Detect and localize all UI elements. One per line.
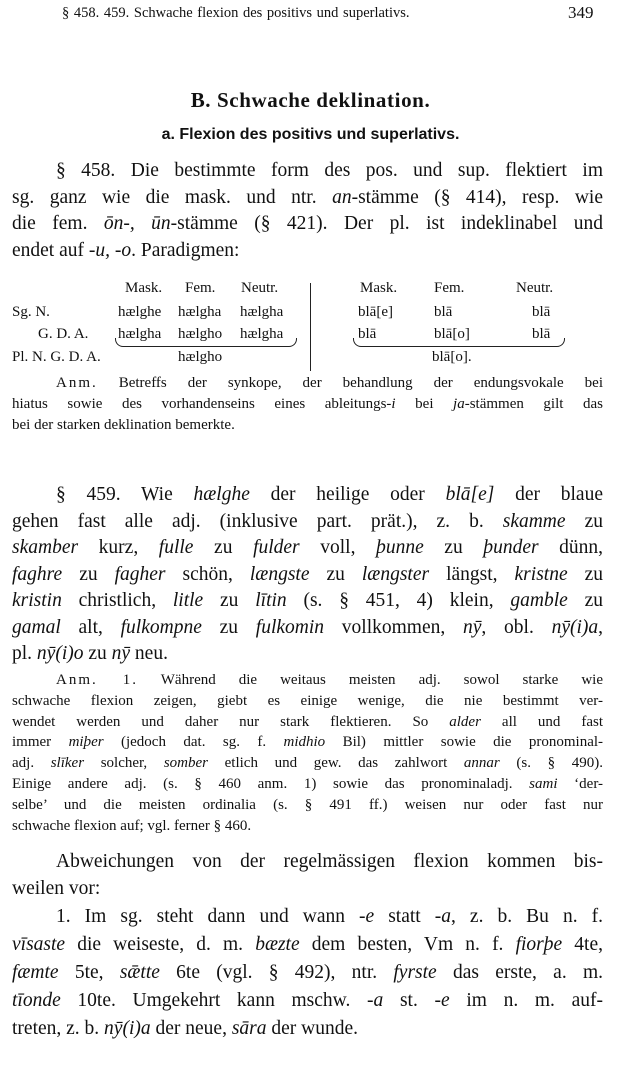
italic-term: længster xyxy=(361,563,430,585)
italic-term: hælghe xyxy=(193,484,250,505)
text-run: Abweichungen von der regelmässigen flexion kommen bis- xyxy=(56,851,603,872)
text-run: die weiseste, d. m. xyxy=(65,934,256,955)
text-run: solcher, xyxy=(84,755,164,772)
text-run: schwache flexion zeigen, giebt es einige wenige, die nie bestimmt ver- xyxy=(12,692,603,709)
text-run: , xyxy=(598,616,604,638)
text-run: -stämmen gilt das xyxy=(464,395,603,412)
italic-term: -a xyxy=(434,906,452,927)
text-run: vollkommen, xyxy=(324,616,463,638)
text-run: bei der starken deklination bemerkte. xyxy=(12,416,235,433)
text-run: etlich und gew. das zahlwort xyxy=(207,755,464,772)
text-run: der neue, xyxy=(150,1018,232,1039)
italic-term: fulle xyxy=(158,537,194,558)
cell: hælgha xyxy=(118,326,162,342)
text-run: zu xyxy=(62,563,115,585)
text-line xyxy=(12,211,603,238)
col-header: Neutr. xyxy=(516,280,554,296)
note-459 xyxy=(12,670,603,836)
text-run: das erste, a. m. xyxy=(436,962,603,983)
text-run: 5te, xyxy=(58,962,120,983)
italic-term: fulkomin xyxy=(255,616,325,638)
text-run: -stämme (§ 414), resp. wie xyxy=(351,186,604,208)
text-run: sg. ganz wie die mask. und ntr. xyxy=(12,186,333,208)
text-run: stämme (§ 421). Der pl. ist indeklinabel und xyxy=(177,213,603,234)
italic-term: fulder xyxy=(253,537,300,558)
text-run: die fem. xyxy=(12,213,104,234)
italic-term: sami xyxy=(529,775,558,792)
italic-term: fagher xyxy=(114,563,166,585)
text-line xyxy=(12,876,603,903)
text-run: (s. § 451, 4) klein, xyxy=(286,590,511,611)
text-run: dem besten, Vm n. f. xyxy=(299,934,516,955)
italic-term: an xyxy=(332,186,352,208)
text-line xyxy=(12,959,603,987)
italic-term: miþer xyxy=(68,734,104,751)
cell: hælgho xyxy=(178,326,223,342)
italic-term: sāra xyxy=(231,1018,267,1039)
col-header: Fem. xyxy=(185,280,216,296)
italic-term: i xyxy=(391,395,396,412)
text-run: Bil) mittler sowie die pronominal- xyxy=(325,734,604,751)
cell: blā[o]. xyxy=(432,349,472,365)
text-line xyxy=(12,691,603,712)
text-run: Einige andere adj. (s. § 460 anm. 1) sowie das pronominaladj. xyxy=(12,775,530,792)
italic-term: nȳ xyxy=(111,643,131,664)
text-run: dünn, xyxy=(538,537,604,558)
text-run: bei xyxy=(395,395,454,412)
text-line xyxy=(12,509,603,536)
text-run: endet auf xyxy=(12,239,89,261)
text-run: 1. Im sg. steht dann und wann xyxy=(56,906,360,927)
section-title: B. Schwache deklination. xyxy=(190,88,431,112)
text-line xyxy=(12,415,603,436)
text-line xyxy=(12,535,603,562)
page-number: 349 xyxy=(568,3,594,22)
italic-term: -e xyxy=(359,906,375,927)
text-run: zu xyxy=(567,590,604,611)
text-line xyxy=(12,562,603,589)
italic-term: blā[e] xyxy=(445,484,495,505)
subsection-title: a. Flexion des positivs und superlativs. xyxy=(161,126,460,143)
italic-term: fiorþe xyxy=(515,934,563,955)
italic-term: længste xyxy=(249,563,310,585)
text-run: , z. b. Bu n. f. xyxy=(451,906,604,927)
text-line xyxy=(12,641,603,668)
text-run: . Paradigmen: xyxy=(131,239,240,261)
italic-term: þunder xyxy=(483,537,539,558)
column-divider xyxy=(310,283,311,371)
paragraph-459 xyxy=(12,482,603,668)
italic-term: ja xyxy=(453,395,465,412)
italic-term: nȳ(i)o xyxy=(36,643,84,664)
italic-term: annar xyxy=(463,755,500,772)
running-title: § 458. 459. Schwache flexion des positivs und superlativs. xyxy=(62,5,410,21)
brace xyxy=(115,338,297,347)
text-run: zu xyxy=(193,537,254,558)
text-line xyxy=(12,670,603,691)
cell: hælgha xyxy=(240,326,284,342)
text-run: zu xyxy=(203,590,256,611)
italic-term: skamber xyxy=(12,537,79,558)
text-line xyxy=(12,588,603,615)
text-line xyxy=(12,238,603,265)
italic-term: tīonde xyxy=(12,990,61,1011)
italic-term: nȳ xyxy=(463,616,482,638)
italic-term: ōn-, ūn- xyxy=(103,213,178,234)
text-run: immer xyxy=(12,734,69,751)
italic-term: slīker xyxy=(50,755,85,772)
italic-term: vīsaste xyxy=(12,934,66,955)
text-run: Während die weitaus meisten adj. sowol starke wie xyxy=(138,672,603,688)
italic-term: nȳ(i)a xyxy=(104,1018,151,1039)
text-run: der wunde. xyxy=(266,1018,359,1039)
cell: blā xyxy=(434,304,453,320)
text-line xyxy=(12,394,603,415)
text-line xyxy=(12,987,603,1015)
italic-term: -a xyxy=(367,990,384,1011)
text-run: neu. xyxy=(130,643,168,664)
text-line xyxy=(12,774,603,795)
text-line xyxy=(12,849,603,876)
col-header: Mask. xyxy=(360,280,398,296)
cell: blā xyxy=(358,326,377,342)
text-run: weilen vor: xyxy=(12,877,101,899)
italic-term: midhio xyxy=(283,734,326,751)
italic-term: sǣtte xyxy=(119,962,160,983)
text-line xyxy=(12,795,603,816)
text-run: , obl. xyxy=(481,616,552,638)
text-line xyxy=(12,158,603,185)
text-run: gehen fast alle adj. (inklusive part. prät.), z. b. xyxy=(12,510,503,532)
text-run: statt xyxy=(374,906,435,927)
text-run: 10te. Umgekehrt kann mschw. xyxy=(60,990,368,1011)
text-run: längst, xyxy=(429,563,515,585)
cell: blā[o] xyxy=(434,326,470,342)
italic-term: þunne xyxy=(376,537,424,558)
text-run: wendet werden und daher nur stark flektieren. So xyxy=(12,713,450,730)
text-run: zu xyxy=(565,510,603,532)
text-run: zu xyxy=(201,616,256,638)
italic-term: nȳ(i)a xyxy=(551,616,599,638)
text-run: adj. xyxy=(12,755,51,772)
cell: hælgha xyxy=(178,304,222,320)
text-run: der heilige oder xyxy=(249,484,446,505)
text-run: zu xyxy=(423,537,484,558)
text-run: § 459. Wie xyxy=(56,484,194,505)
cell: hælgha xyxy=(240,304,284,320)
paragraph-458 xyxy=(12,158,603,264)
text-run: im n. m. auf- xyxy=(449,990,603,1011)
italic-term: -e xyxy=(434,990,450,1011)
italic-term: faghre xyxy=(12,563,63,585)
text-line xyxy=(12,816,603,837)
text-line xyxy=(12,373,603,394)
italic-term: gamal xyxy=(12,616,61,638)
text-run: (jedoch dat. sg. f. xyxy=(103,734,284,751)
italic-term: somber xyxy=(163,755,208,772)
text-run: pl. xyxy=(12,643,37,664)
italic-term: gamble xyxy=(510,590,568,611)
italic-term: kristin xyxy=(12,590,62,611)
italic-term: skamme xyxy=(502,510,566,532)
cell: hælgho xyxy=(178,349,223,365)
italic-term: litle xyxy=(172,590,204,611)
text-line xyxy=(12,1015,603,1043)
text-run: zu xyxy=(567,563,604,585)
text-line xyxy=(12,615,603,642)
text-line xyxy=(12,753,603,774)
text-run: zu xyxy=(83,643,112,664)
italic-term: fulkompne xyxy=(120,616,202,638)
text-run: (s. § 490). xyxy=(499,755,604,772)
italic-term: fæmte xyxy=(12,962,59,983)
text-line xyxy=(12,732,603,753)
row-label: Sg. N. xyxy=(12,304,50,320)
cell: blā xyxy=(532,326,551,342)
row-label: Pl. N. G. D. A. xyxy=(12,349,101,365)
text-run: ‘der- xyxy=(557,775,604,792)
text-run: schwache flexion auf; vgl. ferner § 460. xyxy=(12,817,252,834)
italic-term: bæzte xyxy=(255,934,300,955)
text-run: Betreffs der synkope, der behandlung der endungsvokale bei xyxy=(97,375,603,391)
text-run: 6te (vgl. § 492), ntr. xyxy=(159,962,394,983)
brace xyxy=(353,338,565,347)
italic-term: lītin xyxy=(255,590,287,611)
text-line xyxy=(12,712,603,733)
col-header: Fem. xyxy=(434,280,465,296)
note-label: Anm. xyxy=(56,375,98,391)
row-label: G. D. A. xyxy=(38,326,89,342)
text-run: hiatus sowie des vorhandenseins eines ableitungs- xyxy=(12,395,392,412)
text-run: der blaue xyxy=(494,484,603,505)
italic-term: kristne xyxy=(514,563,568,585)
text-run: christlich, xyxy=(61,590,173,611)
italic-term: fyrste xyxy=(393,962,437,983)
text-run: zu xyxy=(309,563,362,585)
italic-term: alder xyxy=(449,713,481,730)
text-line xyxy=(12,185,603,212)
text-run: alt, xyxy=(60,616,121,638)
text-run: all und fast xyxy=(480,713,604,730)
col-header: Mask. xyxy=(125,280,163,296)
text-line xyxy=(12,482,603,509)
note-458 xyxy=(12,373,603,435)
paragraph-abweichungen xyxy=(12,849,603,902)
text-run: schön, xyxy=(165,563,250,585)
text-run: st. xyxy=(383,990,435,1011)
cell: hælghe xyxy=(118,304,162,320)
text-line xyxy=(12,931,603,959)
text-run: selbe’ und die meisten ordinalia (s. § 491 ff.) weisen nur oder fast nur xyxy=(12,796,603,813)
note-label: Anm. 1. xyxy=(56,672,139,688)
item-1 xyxy=(12,903,603,1043)
cell: blā[e] xyxy=(358,304,393,320)
text-run: 4te, xyxy=(562,934,604,955)
cell: blā xyxy=(532,304,551,320)
text-line xyxy=(12,903,603,931)
col-header: Neutr. xyxy=(241,280,279,296)
italic-term: -u, -o xyxy=(88,239,132,261)
text-run: kurz, xyxy=(78,537,159,558)
text-run: treten, z. b. xyxy=(12,1018,105,1039)
text-run: § 458. Die bestimmte form des pos. und sup. flektiert im xyxy=(56,160,603,181)
text-run: voll, xyxy=(299,537,377,558)
